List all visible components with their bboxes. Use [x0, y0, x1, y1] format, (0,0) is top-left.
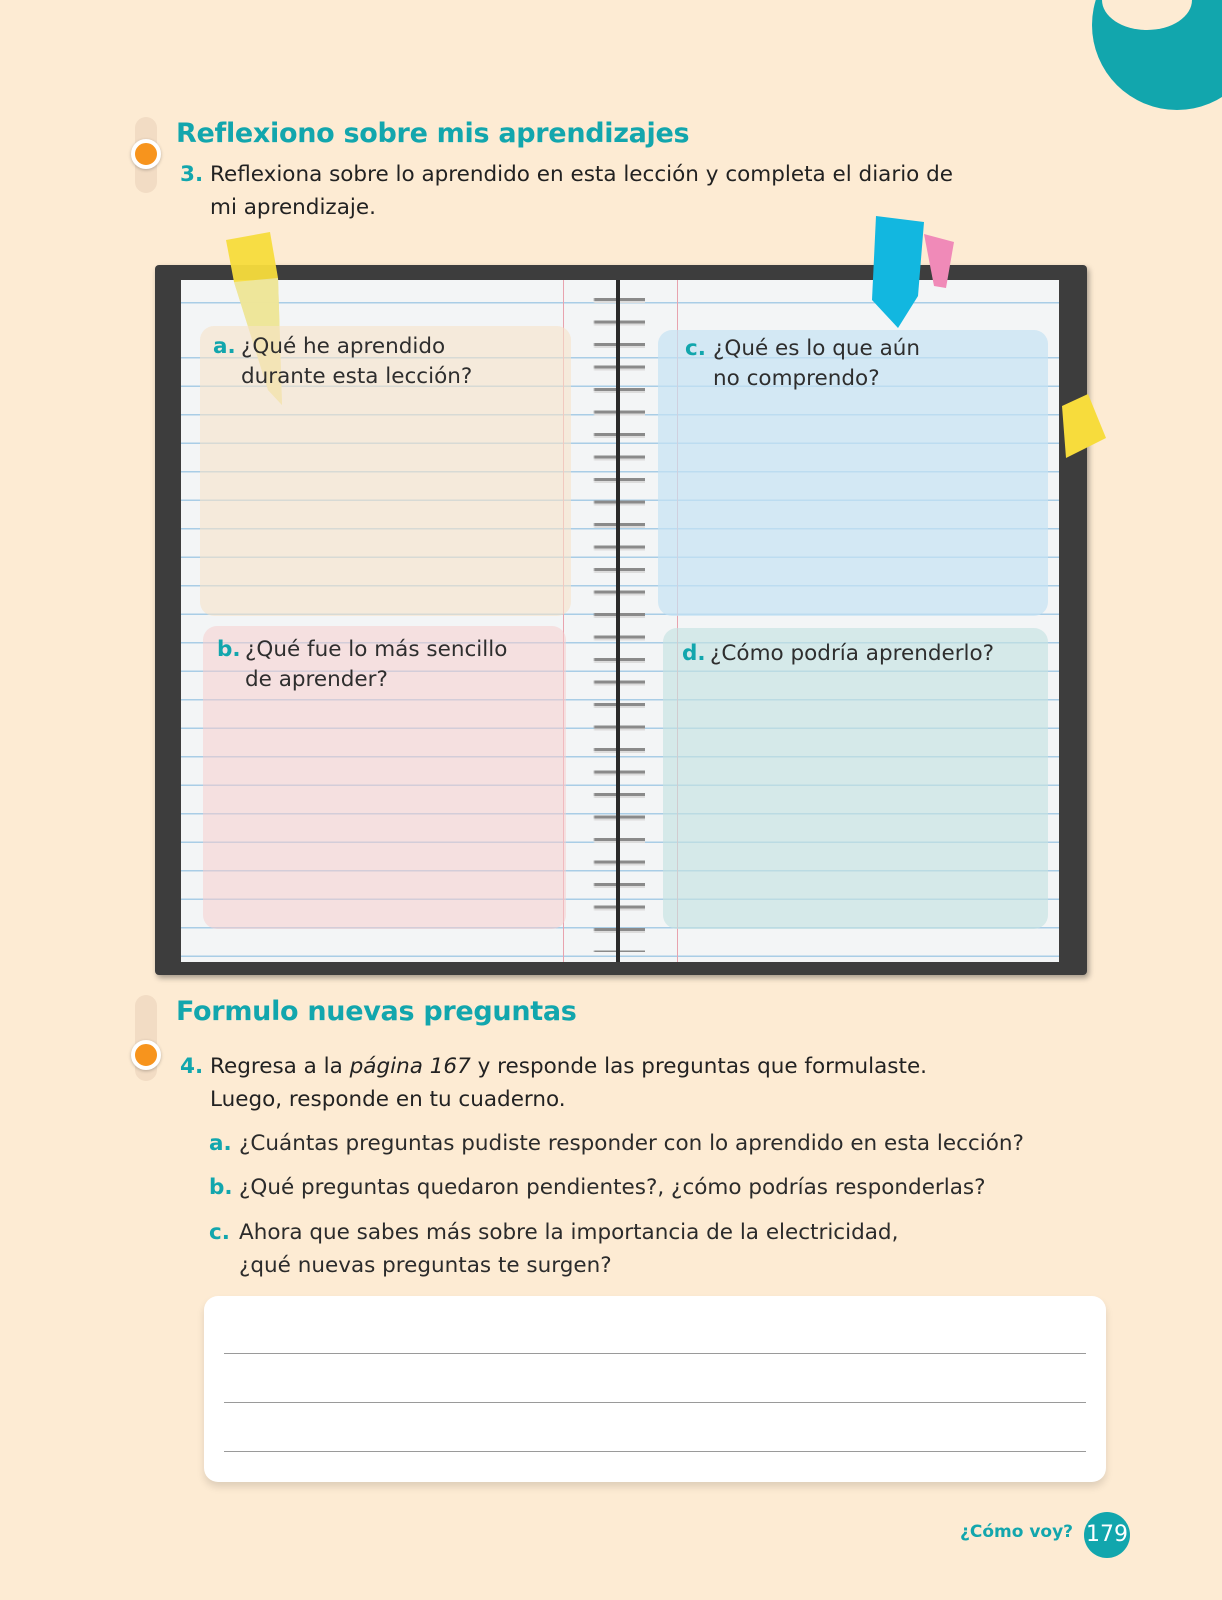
subquestion-label: a.: [209, 1131, 232, 1156]
question-text: ¿Qué es lo que aún: [713, 336, 921, 361]
instruction-text: Reflexiona sobre lo aprendido en esta lección y completa el diario de: [210, 162, 954, 187]
instruction-text-cont: Luego, responde en tu cuaderno.: [210, 1087, 566, 1112]
subquestion-c: [209, 1216, 898, 1282]
subquestion-label: c.: [209, 1220, 230, 1245]
question-text-cont: durante esta lección?: [241, 364, 473, 389]
notebook-question-b: [217, 635, 507, 695]
question-label: c.: [685, 336, 706, 361]
question-text: ¿Qué fue lo más sencillo: [245, 637, 508, 662]
page-reference: página 167: [349, 1054, 471, 1079]
notebook-question-a: [213, 332, 472, 392]
footer-label: ¿Cómo voy?: [960, 1522, 1074, 1542]
yellow-side-tab: [1058, 394, 1108, 464]
answer-line[interactable]: [224, 1451, 1086, 1452]
question-label: d.: [682, 641, 706, 666]
notebook-question-c: [685, 334, 920, 394]
question-text: ¿Qué he aprendido: [241, 334, 446, 359]
answer-line[interactable]: [224, 1353, 1086, 1354]
question-text-cont: de aprender?: [245, 667, 388, 692]
instruction-text-post: y responde las preguntas que formulaste.: [470, 1054, 928, 1079]
question-text-cont: no comprendo?: [713, 366, 880, 391]
section-dot-icon: [131, 139, 161, 169]
answer-area-d[interactable]: [663, 628, 1048, 929]
item-number: 4.: [180, 1054, 204, 1079]
notebook-question-d: [682, 639, 994, 669]
question-label: a.: [213, 334, 236, 359]
answer-box[interactable]: [204, 1296, 1106, 1482]
page-number: 179: [1084, 1512, 1130, 1558]
subquestion-label: b.: [209, 1175, 233, 1200]
instruction-text-cont: mi aprendizaje.: [210, 195, 376, 220]
item-number: 3.: [180, 162, 204, 187]
subquestion-text: Ahora que sabes más sobre la importancia de la electricidad,: [239, 1220, 899, 1245]
instruction-3: [180, 158, 953, 224]
subquestion-text-cont: ¿qué nuevas preguntas te surgen?: [239, 1253, 612, 1278]
answer-line[interactable]: [224, 1402, 1086, 1403]
subquestion-text: ¿Cuántas preguntas pudiste responder con lo aprendido en esta lección?: [239, 1131, 1024, 1156]
section-title-reflexiono: Reflexiono sobre mis aprendizajes: [176, 118, 690, 149]
section-dot-icon: [131, 1040, 161, 1070]
instruction-4: [180, 1050, 927, 1116]
subquestion-b: [209, 1171, 986, 1204]
section-title-formulo: Formulo nuevas preguntas: [176, 996, 577, 1027]
question-label: b.: [217, 637, 241, 662]
blue-sticky-tab: [868, 216, 958, 331]
notebook-spine: [616, 280, 620, 962]
question-text: ¿Cómo podría aprenderlo?: [710, 641, 995, 666]
subquestion-text: ¿Qué preguntas quedaron pendientes?, ¿cómo podrías responderlas?: [239, 1175, 986, 1200]
instruction-text: Regresa a la: [210, 1054, 350, 1079]
subquestion-a: [209, 1127, 1024, 1160]
